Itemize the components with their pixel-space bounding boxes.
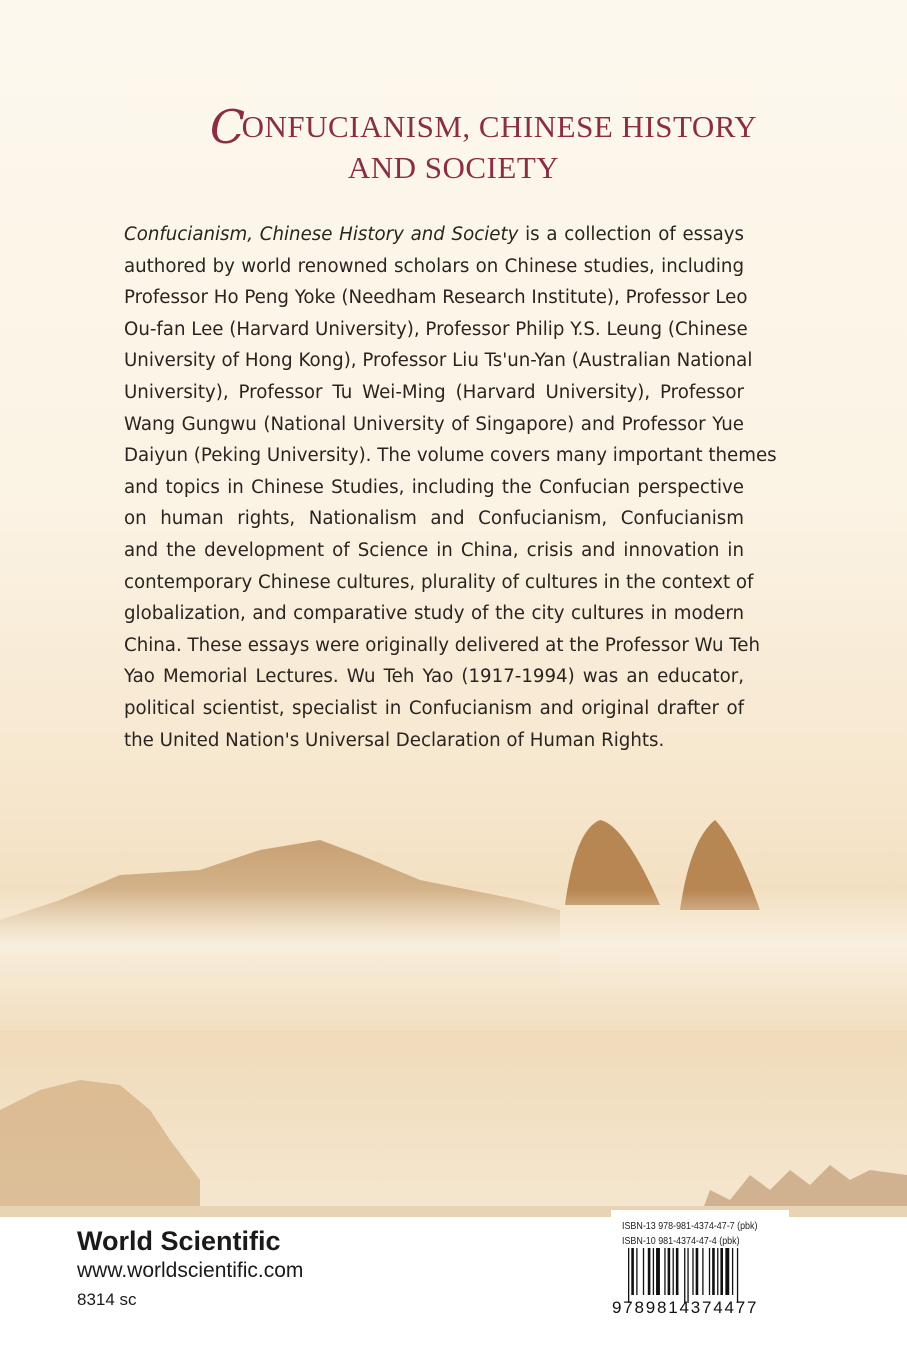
barcode-number: 9789814374477 [612,1298,759,1317]
barcode-bar [687,1248,688,1303]
blurb-line: University), Professor Tu Wei-Ming (Harvard University), Professor [124,381,744,403]
barcode-bar [636,1248,637,1295]
barcode-bar [643,1248,644,1295]
blurb-line: Yao Memorial Lectures. Wu Teh Yao (1917-1994) was an educator, [124,666,744,688]
barcode-bar [702,1248,703,1295]
blurb-line: Wang Gungwu (National University of Singapore) and Professor Yue [124,413,744,435]
blurb-line: University of Hong Kong), Professor Liu Ts'un-Yan (Australian National [124,350,753,372]
barcode-bar [628,1248,629,1303]
barcode-bar [720,1248,723,1295]
barcode-bar [696,1248,699,1295]
blurb-line: Professor Ho Peng Yoke (Needham Research Institute), Professor Leo [124,287,748,309]
isbn-10: ISBN-10 981-4374-47-4 (pbk) [622,1235,740,1247]
barcode-bar [709,1248,710,1295]
barcode [628,1248,780,1303]
blurb-line: contemporary Chinese cultures, plurality of cultures in the context of [124,571,754,593]
blurb-line: and the development of Science in China, crisis and innovation in [124,539,744,561]
isbn-13: ISBN-13 978-981-4374-47-7 (pbk) [622,1220,758,1232]
barcode-bar [668,1248,671,1295]
blurb [124,219,777,756]
barcode-bar [676,1248,679,1295]
blurb-line: authored by world renowned scholars on Chinese studies, including [124,255,744,277]
book-title-line-1 [30,100,907,154]
barcode-bar [684,1248,685,1303]
foreground-hill [0,1080,200,1217]
blurb-line: Daiyun (Peking University). The volume covers many important themes [124,445,777,467]
blurb-line: China. These essays were originally delivered at the Professor Wu Teh [124,634,761,656]
barcode-bar [712,1248,715,1295]
barcode-bar [653,1248,654,1295]
blurb-text: is a collection of essays [518,224,744,245]
misty-mountains-illustration [0,780,907,1217]
blurb-line: political scientist, specialist in Confucianism and original drafter of [124,697,744,719]
barcode-bar [648,1248,651,1295]
blurb-italic-title: Confucianism, Chinese History and Society [124,224,519,245]
barcode-bar [656,1248,660,1295]
blurb-line: and topics in Chinese Studies, including the Confucian perspective [124,476,744,498]
title-line-1-text: ONFUCIANISM, CHINESE HISTORY [241,109,758,144]
barcode-bar [737,1248,738,1303]
barcode-bar [732,1248,733,1295]
barcode-bar [664,1248,665,1295]
barcode-bar [631,1248,634,1295]
publisher-url: www.worldscientific.com [77,1259,304,1282]
blurb-line: globalization, and comparative study of the city cultures in modern [124,603,744,625]
book-title-line-2: AND SOCIETY [347,150,560,185]
title-initial: C [209,100,246,154]
barcode-bar [673,1248,674,1295]
publisher-code: 8314 sc [77,1290,137,1309]
barcode-bar [692,1248,693,1295]
publisher-name: World Scientific [77,1226,281,1256]
blurb-line: the United Nation's Universal Declaration of Human Rights. [124,729,665,751]
blurb-line [124,219,744,251]
barcode-bar [717,1248,718,1295]
barcode-bar [725,1248,729,1295]
blurb-line: on human rights, Nationalism and Confucianism, Confucianism [124,508,744,530]
blurb-line: Ou-fan Lee (Harvard University), Professor Philip Y.S. Leung (Chinese [124,318,748,340]
